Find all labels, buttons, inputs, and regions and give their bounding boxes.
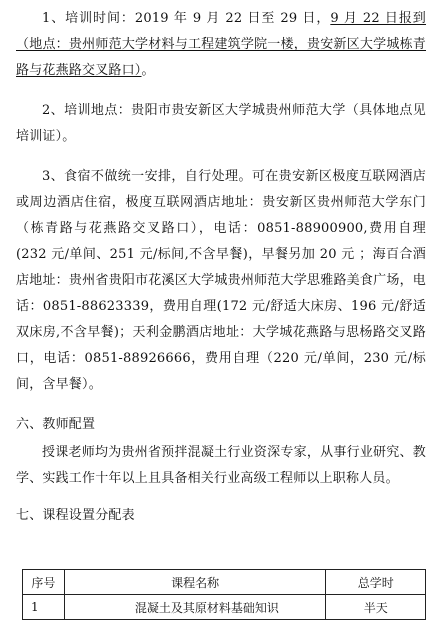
header-index: 序号 [23, 570, 65, 595]
training-time-end: 。 [141, 63, 155, 78]
header-total-hours: 总学时 [326, 570, 426, 595]
accommodation-paragraph: 3、食宿不做统一安排，自行处理。可在贵安新区极度互联网酒店或周边酒店住宿，极度互联网酒店地址：贵安新区贵州师范大学东门（栋青路与花燕路交叉路口），电话：0851-88900900,费用自理(232 元/单间、251 元/标间,不含早餐)，早餐另加 20 元 ；海百合酒店地址：贵州省贵阳市花溪区大学城贵州师范大学思雅路美食广场，电话：0851-88623339，费用自理(172 元/舒适大床房、196 元/舒适双床房,不含早餐)；天利金鹏酒店地址：大学城花燕路与思杨路交叉路口，电话：0851-88926666，费用自理（220 元/单间，230 元/标间，含早餐）。 [16, 169, 426, 392]
teachers-paragraph: 授课老师均为贵州省预拌混凝土行业资深专家，从事行业研究、教学、实践工作十年以上且具备相关行业高级工程师以上职称人员。 [16, 445, 426, 486]
row-total-hours: 半天 [326, 595, 426, 620]
table-row [23, 595, 426, 620]
table-header-row [23, 570, 426, 595]
training-time-text: 1、培训时间：2019 年 9 月 22 日至 29 日， [42, 11, 331, 26]
courses-heading: 七、课程设置分配表 [16, 508, 135, 523]
course-table [22, 569, 426, 620]
header-course-name: 课程名称 [64, 570, 326, 595]
row-index: 1 [23, 595, 65, 620]
training-time-paragraph [16, 6, 426, 84]
row-course-name: 混凝土及其原材料基础知识 [64, 595, 326, 620]
training-location-paragraph: 2、培训地点：贵阳市贵安新区大学城贵州师范大学（具体地点见培训证）。 [16, 103, 426, 144]
registration-info-underlined: 9 月 22 日报到（地点：贵州师范大学材料与工程建筑学院一楼，贵安新区大学城栋青路与花燕路交叉路口） [16, 11, 427, 78]
teachers-heading: 六、教师配置 [16, 417, 96, 432]
